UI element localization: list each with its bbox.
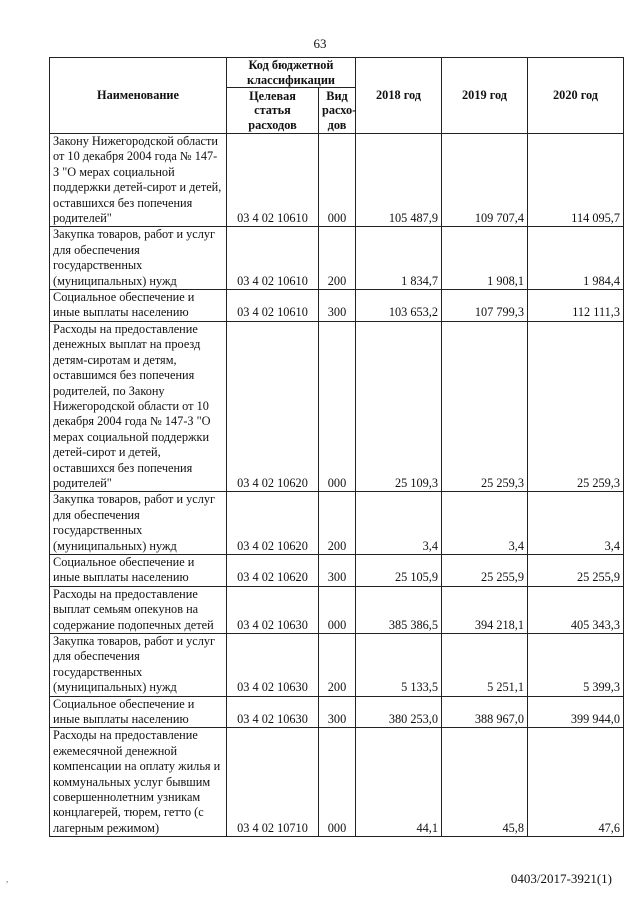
page-number: 63 bbox=[313, 36, 327, 51]
table-row bbox=[50, 728, 624, 837]
row-target-code: 03 4 02 10630 bbox=[227, 586, 319, 633]
row-name: Закону Нижегородской области от 10 декабря 2004 года № 147-З "О мерах социальной поддержки детей-сирот и детей, оставшихся без попечения родителей" bbox=[50, 134, 227, 227]
row-target-code: 03 4 02 10610 bbox=[227, 290, 319, 322]
row-value-2020: 112 111,3 bbox=[528, 290, 624, 322]
row-value-2018: 103 653,2 bbox=[356, 290, 442, 322]
document-code: 0403/2017-3921(1) bbox=[510, 871, 612, 886]
row-kind-code: 000 bbox=[319, 134, 356, 227]
row-kind-code: 200 bbox=[319, 634, 356, 697]
row-value-2019: 394 218,1 bbox=[442, 586, 528, 633]
row-kind-code: 200 bbox=[319, 492, 356, 555]
header-target-article: Целевая статья расходов bbox=[227, 88, 319, 134]
row-value-2019: 45,8 bbox=[442, 728, 528, 837]
row-kind-code: 300 bbox=[319, 290, 356, 322]
row-target-code: 03 4 02 10620 bbox=[227, 321, 319, 491]
row-value-2018: 1 834,7 bbox=[356, 227, 442, 290]
row-target-code: 03 4 02 10620 bbox=[227, 554, 319, 586]
table-row bbox=[50, 586, 624, 633]
row-name: Социальное обеспечение и иные выплаты населению bbox=[50, 554, 227, 586]
header-year-2019: 2019 год bbox=[442, 58, 528, 134]
row-name: Расходы на предоставление денежных выплат на проезд детям-сиротам и детям, оставшимся без попечения родителей, по Закону Нижегородской области от 10 декабря 2004 года № 147-З "О мерах социальной поддержки детей-сирот и детей, оставшихся без попечения родителей" bbox=[50, 321, 227, 491]
row-target-code: 03 4 02 10630 bbox=[227, 696, 319, 728]
row-name: Расходы на предоставление ежемесячной денежной компенсации на оплату жилья и коммунальных услуг бывшим совершеннолетним узникам концлагерей, тюрем, гетто (с лагерным режимом) bbox=[50, 728, 227, 837]
row-name: Закупка товаров, работ и услуг для обеспечения государственных (муниципальных) нужд bbox=[50, 227, 227, 290]
row-value-2020: 47,6 bbox=[528, 728, 624, 837]
header-year-2018: 2018 год bbox=[356, 58, 442, 134]
row-value-2018: 5 133,5 bbox=[356, 634, 442, 697]
row-value-2020: 25 255,9 bbox=[528, 554, 624, 586]
row-value-2020: 399 944,0 bbox=[528, 696, 624, 728]
row-value-2019: 5 251,1 bbox=[442, 634, 528, 697]
row-name: Закупка товаров, работ и услуг для обеспечения государственных (муниципальных) нужд bbox=[50, 492, 227, 555]
row-value-2019: 1 908,1 bbox=[442, 227, 528, 290]
row-target-code: 03 4 02 10710 bbox=[227, 728, 319, 837]
budget-table bbox=[49, 57, 624, 837]
row-value-2018: 25 109,3 bbox=[356, 321, 442, 491]
row-kind-code: 300 bbox=[319, 696, 356, 728]
table-row bbox=[50, 227, 624, 290]
row-value-2018: 44,1 bbox=[356, 728, 442, 837]
table-row bbox=[50, 134, 624, 227]
row-value-2019: 25 255,9 bbox=[442, 554, 528, 586]
header-name: Наименование bbox=[50, 58, 227, 134]
row-target-code: 03 4 02 10620 bbox=[227, 492, 319, 555]
row-value-2019: 3,4 bbox=[442, 492, 528, 555]
row-name: Расходы на предоставление выплат семьям опекунов на содержание подопечных детей bbox=[50, 586, 227, 633]
row-value-2018: 25 105,9 bbox=[356, 554, 442, 586]
row-name: Социальное обеспечение и иные выплаты населению bbox=[50, 696, 227, 728]
row-value-2019: 388 967,0 bbox=[442, 696, 528, 728]
row-value-2018: 380 253,0 bbox=[356, 696, 442, 728]
row-kind-code: 300 bbox=[319, 554, 356, 586]
row-kind-code: 000 bbox=[319, 586, 356, 633]
row-value-2018: 105 487,9 bbox=[356, 134, 442, 227]
row-name: Закупка товаров, работ и услуг для обеспечения государственных (муниципальных) нужд bbox=[50, 634, 227, 697]
header-code-group: Код бюджетной классификации bbox=[227, 58, 356, 88]
table-row bbox=[50, 321, 624, 491]
row-name: Социальное обеспечение и иные выплаты населению bbox=[50, 290, 227, 322]
header-year-2020: 2020 год bbox=[528, 58, 624, 134]
row-target-code: 03 4 02 10610 bbox=[227, 134, 319, 227]
row-kind-code: 000 bbox=[319, 321, 356, 491]
row-value-2018: 385 386,5 bbox=[356, 586, 442, 633]
row-target-code: 03 4 02 10630 bbox=[227, 634, 319, 697]
row-value-2018: 3,4 bbox=[356, 492, 442, 555]
table-row bbox=[50, 634, 624, 697]
row-value-2020: 25 259,3 bbox=[528, 321, 624, 491]
row-value-2020: 5 399,3 bbox=[528, 634, 624, 697]
table-row bbox=[50, 554, 624, 586]
row-value-2020: 405 343,3 bbox=[528, 586, 624, 633]
row-value-2020: 114 095,7 bbox=[528, 134, 624, 227]
scan-edge-mark: , bbox=[6, 874, 9, 884]
row-value-2019: 107 799,3 bbox=[442, 290, 528, 322]
row-kind-code: 200 bbox=[319, 227, 356, 290]
table-row bbox=[50, 696, 624, 728]
table-row bbox=[50, 290, 624, 322]
row-kind-code: 000 bbox=[319, 728, 356, 837]
row-value-2020: 3,4 bbox=[528, 492, 624, 555]
row-value-2019: 25 259,3 bbox=[442, 321, 528, 491]
table-row bbox=[50, 492, 624, 555]
row-value-2020: 1 984,4 bbox=[528, 227, 624, 290]
row-value-2019: 109 707,4 bbox=[442, 134, 528, 227]
header-expense-kind: Вид расхо-дов bbox=[319, 88, 356, 134]
row-target-code: 03 4 02 10610 bbox=[227, 227, 319, 290]
